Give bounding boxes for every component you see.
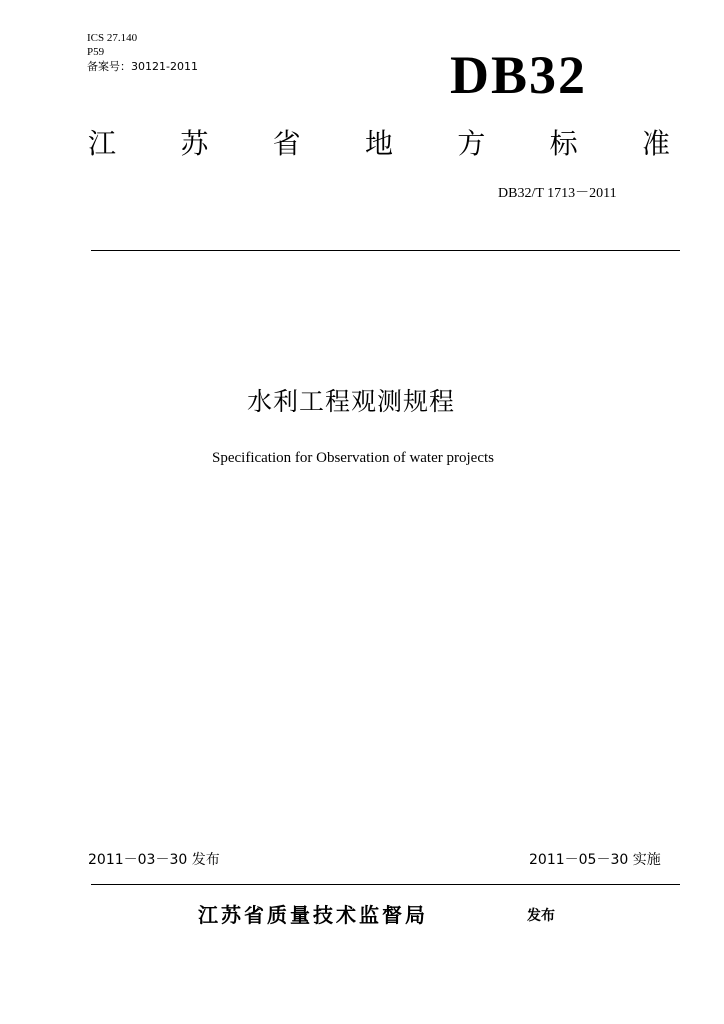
standard-type-char: 地	[364, 127, 393, 160]
standard-type-char: 方	[457, 127, 486, 160]
ics-code: ICS 27.140	[87, 32, 138, 44]
standard-type-char: 江	[88, 127, 117, 160]
db32-logo: DB32	[450, 45, 588, 105]
record-number: 备案号：30121-2011	[87, 60, 198, 73]
publisher-name: 江苏省质量技术监督局	[198, 903, 428, 927]
top-divider	[91, 250, 680, 251]
standard-type-char: 苏	[180, 127, 209, 160]
issue-date: 2011－03－30 发布	[88, 852, 220, 868]
standard-type-char: 准	[641, 127, 670, 160]
implementation-date: 2011－05－30 实施	[529, 852, 661, 868]
standard-number: DB32/T 1713－2011	[498, 186, 617, 201]
bottom-divider	[91, 884, 680, 885]
document-title-chinese: 水利工程观测规程	[247, 387, 456, 416]
standard-type-char: 省	[272, 127, 301, 160]
standard-type-char: 标	[549, 127, 578, 160]
document-title-english: Specification for Observation of water projects	[212, 450, 494, 466]
publish-label: 发布	[527, 908, 555, 924]
standard-type-heading	[88, 128, 670, 160]
classification-code: P59	[87, 46, 105, 58]
